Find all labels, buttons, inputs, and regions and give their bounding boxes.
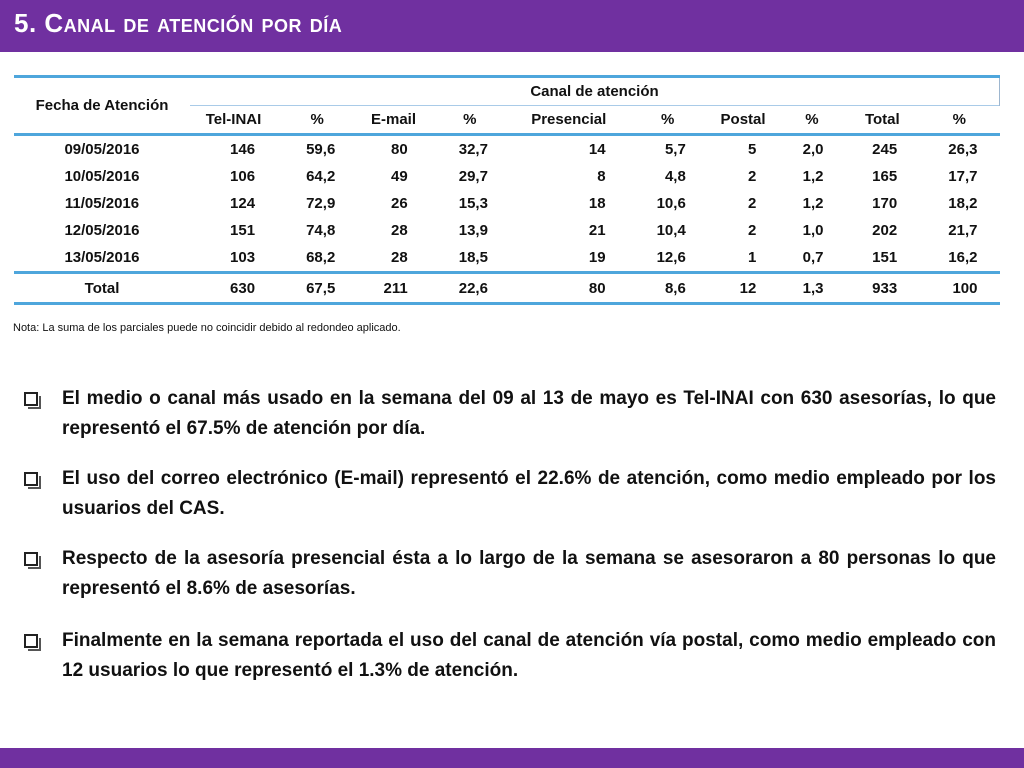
table-cell: 64,2 <box>306 168 336 185</box>
checkbox-square-icon <box>24 392 38 406</box>
table-row <box>14 244 1000 273</box>
col-header-total: Total <box>845 106 919 135</box>
table-cell: 245 <box>872 141 898 158</box>
table-cell: 13,9 <box>458 222 488 239</box>
table-row <box>14 135 1000 164</box>
date-cell: 11/05/2016 <box>64 195 140 212</box>
table-cell: 933 <box>845 273 919 304</box>
table-cell: 2 <box>747 168 757 185</box>
table-cell: 10,6 <box>656 195 686 212</box>
col-header-pct: % <box>430 106 510 135</box>
table-cell: 59,6 <box>306 141 336 158</box>
table-cell: 12 <box>708 273 779 304</box>
table-cell: 211 <box>357 273 429 304</box>
table-cell: 5,7 <box>664 141 686 158</box>
table-cell: 26 <box>391 195 408 212</box>
table-cell: 630 <box>190 273 277 304</box>
table-cell: 29,7 <box>458 168 488 185</box>
total-row <box>14 273 1000 304</box>
table-cell: 151 <box>230 222 256 239</box>
slide-title: 5. Canal de atención por día <box>14 8 343 38</box>
table-cell: 74,8 <box>306 222 336 239</box>
bullet-text: Finalmente en la semana reportada el uso del canal de atención vía postal, como medio empleado con 12 usuarios lo que representó el 1.3% de atención. <box>62 630 996 681</box>
table-cell: 26,3 <box>948 141 978 158</box>
table-cell: 32,7 <box>458 141 488 158</box>
col-header-pct: % <box>628 106 708 135</box>
col-header-presencial: Presencial <box>510 106 628 135</box>
table-cell: 18,2 <box>948 195 978 212</box>
table-cell: 49 <box>391 168 408 185</box>
bullet-item <box>20 384 996 444</box>
table-cell: 2,0 <box>802 141 824 158</box>
table-cell: 202 <box>872 222 898 239</box>
col-header-pct: % <box>919 106 999 135</box>
footer-bar <box>0 748 1024 768</box>
table-cell: 17,7 <box>948 168 978 185</box>
table-cell: 2 <box>747 222 757 239</box>
table-cell: 28 <box>391 222 408 239</box>
total-label: Total <box>14 273 190 304</box>
bullet-text: El uso del correo electrónico (E-mail) representó el 22.6% de atención, como medio empleado por los usuarios del CAS. <box>62 468 996 519</box>
bullet-item <box>20 464 996 524</box>
table-cell: 21,7 <box>948 222 978 239</box>
date-cell: 10/05/2016 <box>64 168 140 185</box>
title-bar <box>0 0 1024 52</box>
checkbox-square-icon <box>24 472 38 486</box>
table-cell: 5 <box>747 141 757 158</box>
bullet-item <box>20 626 996 686</box>
table-cell: 106 <box>230 168 256 185</box>
table-cell: 151 <box>872 249 898 266</box>
table-cell: 2 <box>747 195 757 212</box>
table-cell: 16,2 <box>948 249 978 266</box>
table-header-row <box>14 77 1000 106</box>
table-cell: 19 <box>588 249 606 266</box>
date-cell: 09/05/2016 <box>64 141 140 158</box>
table-cell: 146 <box>230 141 256 158</box>
table-cell: 8,6 <box>628 273 708 304</box>
table-cell: 170 <box>872 195 898 212</box>
table-cell: 67,5 <box>277 273 357 304</box>
table-cell: 4,8 <box>664 168 686 185</box>
table-cell: 72,9 <box>306 195 336 212</box>
table-row <box>14 217 1000 244</box>
table-cell: 124 <box>230 195 256 212</box>
table-body <box>14 135 1000 273</box>
table-cell: 18 <box>588 195 606 212</box>
date-cell: 13/05/2016 <box>64 249 140 266</box>
bullet-list <box>20 384 996 706</box>
date-cell: 12/05/2016 <box>64 222 140 239</box>
table-cell: 165 <box>872 168 898 185</box>
checkbox-square-icon <box>24 552 38 566</box>
bullet-text: El medio o canal más usado en la semana del 09 al 13 de mayo es Tel-INAI con 630 asesorías, lo que representó el 67.5% de atención por día. <box>62 388 996 439</box>
table-cell: 1,3 <box>778 273 845 304</box>
col-header-email: E-mail <box>357 106 429 135</box>
col-header-pct: % <box>778 106 845 135</box>
table-cell: 14 <box>588 141 606 158</box>
table-row <box>14 163 1000 190</box>
bullet-item <box>20 544 996 604</box>
table-cell: 28 <box>391 249 408 266</box>
table-cell: 103 <box>230 249 256 266</box>
table-cell: 8 <box>597 168 606 185</box>
table-cell: 68,2 <box>306 249 336 266</box>
table-cell: 21 <box>588 222 606 239</box>
col-header-tel-inai: Tel-INAI <box>190 106 277 135</box>
table-cell: 15,3 <box>458 195 488 212</box>
date-column-header: Fecha de Atención <box>14 77 190 135</box>
table-cell: 1,2 <box>802 168 824 185</box>
table-cell: 80 <box>391 141 408 158</box>
checkbox-square-icon <box>24 634 38 648</box>
table-cell: 12,6 <box>656 249 686 266</box>
attention-channel-table <box>14 75 1000 305</box>
table-cell: 1,0 <box>802 222 824 239</box>
table-cell: 0,7 <box>802 249 824 266</box>
bullet-text: Respecto de la asesoría presencial ésta a lo largo de la semana se asesoraron a 80 personas lo que representó el 8.6% de asesorías. <box>62 548 996 599</box>
channel-group-header: Canal de atención <box>190 77 1000 106</box>
table-cell: 18,5 <box>458 249 488 266</box>
table-cell: 80 <box>510 273 628 304</box>
table-cell: 10,4 <box>656 222 686 239</box>
col-header-pct: % <box>277 106 357 135</box>
table-cell: 100 <box>919 273 999 304</box>
table-footnote: Nota: La suma de los parciales puede no coincidir debido al redondeo aplicado. <box>13 322 401 334</box>
table-cell: 1 <box>747 249 757 266</box>
table-cell: 22,6 <box>430 273 510 304</box>
table-row <box>14 190 1000 217</box>
table-cell: 1,2 <box>802 195 824 212</box>
col-header-postal: Postal <box>708 106 779 135</box>
